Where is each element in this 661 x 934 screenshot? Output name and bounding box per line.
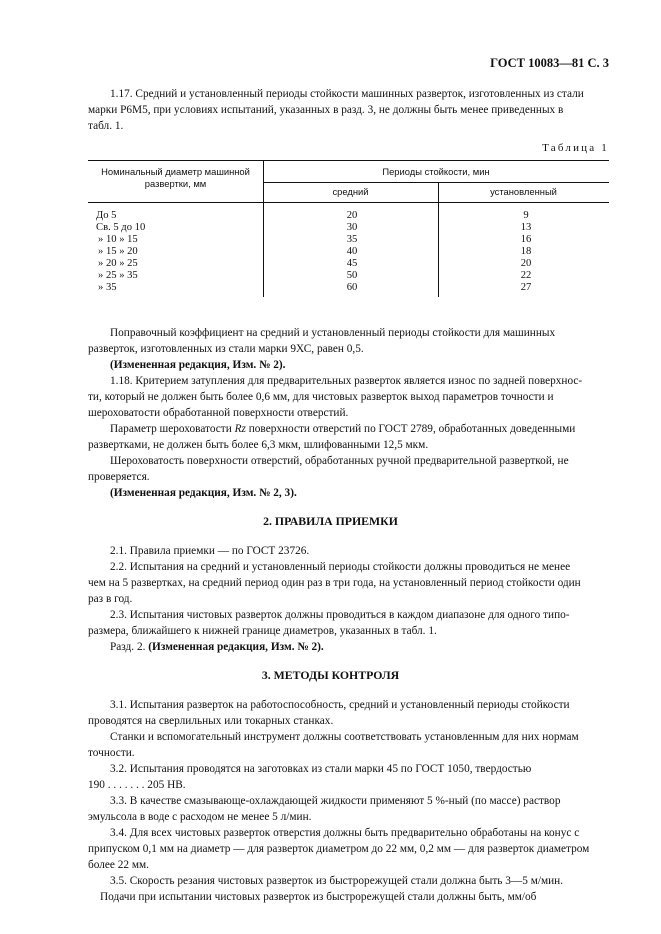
paragraph-3-4-line-1: 3.4. Для всех чистовых разверток отверстия должны быть предварительно обработаны на конус с xyxy=(110,827,580,839)
table-cell-average: 30 xyxy=(346,222,358,233)
paragraph-3-1b-line-2: точности. xyxy=(88,747,135,759)
table-cell-diameter: До 5 xyxy=(96,210,117,221)
table-cell-set: 13 xyxy=(520,222,532,233)
table-cell-set: 27 xyxy=(520,282,532,293)
paragraph-3-1-line-1: 3.1. Испытания разверток на работоспособность, средний и установленный периоды стойкости xyxy=(110,699,570,711)
paragraph-2-3-line-2: размера, ближайшего к нижней границе диаметров, указанных в табл. 1. xyxy=(88,625,437,637)
paragraph-3-3-line-2: эмульсола в воде с расходом не менее 5 л/мин. xyxy=(88,811,312,823)
col-average-header: средний xyxy=(332,186,369,197)
paragraph-2-2-line-3: раз в год. xyxy=(88,593,133,605)
table-cell-set: 9 xyxy=(523,210,529,221)
table-cell-diameter: » 35 xyxy=(98,282,117,293)
table-cell-diameter: » 25 » 35 xyxy=(98,270,138,281)
paragraph-3-4-line-2: припуском 0,1 мм на диаметр — для разверток диаметром до 22 мм, 0,2 мм — для разверток диаметром xyxy=(88,843,590,855)
paragraph-1-18-line-1: 1.18. Критерием затупления для предварительных разверток является износ по задней поверхнос- xyxy=(110,375,583,387)
paragraph-3-5b: Подачи при испытании чистовых разверток из быстрорежущей стали должны быть, мм/об xyxy=(100,891,537,903)
table-cell-average: 50 xyxy=(346,270,358,281)
roughness-line-1 xyxy=(110,422,575,438)
table-cell-set: 22 xyxy=(520,270,532,281)
table-top-rule xyxy=(88,160,609,161)
table-cell-diameter: » 20 » 25 xyxy=(98,258,138,269)
paragraph-3-5: 3.5. Скорость резания чистовых разверток из быстрорежущей стали должна быть 3—5 м/мин. xyxy=(110,875,564,887)
roughness-line-4: проверяется. xyxy=(88,471,150,483)
table-header-rule xyxy=(88,202,609,203)
table-group-rule xyxy=(263,182,609,183)
paragraph-2-2-line-2: чем на 5 развертках, на средний период один раз в три года, на установленный период стойкости один xyxy=(88,577,581,589)
table-cell-set: 16 xyxy=(520,234,532,245)
edit-note-2: (Измененная редакция, Изм. № 2, 3). xyxy=(110,487,297,499)
section-3-heading: 3. МЕТОДЫ КОНТРОЛЯ xyxy=(261,668,400,682)
group-header: Периоды стойкости, мин xyxy=(382,166,490,177)
table-cell-set: 18 xyxy=(520,246,532,257)
table-cell-average: 35 xyxy=(346,234,358,245)
table-cell-average: 40 xyxy=(346,246,358,257)
paragraph-3-4-line-3: более 22 мм. xyxy=(88,859,149,871)
section-2-edit-text: (Измененная редакция, Изм. № 2). xyxy=(148,641,324,653)
table-cell-diameter: » 10 » 15 xyxy=(98,234,138,245)
col-diameter-header-line-2: развертки, мм xyxy=(144,178,207,189)
table-cell-diameter: » 15 » 20 xyxy=(98,246,138,257)
page-header: ГОСТ 10083—81 С. 3 xyxy=(490,56,609,70)
paragraph-1-18-line-2: ти, который не должен быть более 0,6 мм, для чистовых разверток выход параметров точности и xyxy=(88,391,554,403)
table-cell-diameter: Св. 5 до 10 xyxy=(96,222,146,233)
table-caption: Таблица 1 xyxy=(542,142,609,154)
paragraph-3-3-line-1: 3.3. В качестве смазывающе-охлаждающей жидкости применяют 5 %-ный (по массе) раствор xyxy=(110,795,561,807)
table-cell-average: 60 xyxy=(346,282,358,293)
table-cell-set: 20 xyxy=(520,258,532,269)
table-cell-average: 20 xyxy=(346,210,358,221)
roughness-line-3: Шероховатость поверхности отверстий, обработанных ручной предварительной разверткой, не xyxy=(110,455,569,467)
paragraph-3-2-line-1: 3.2. Испытания проводятся на заготовках из стали марки 45 по ГОСТ 1050, твердостью xyxy=(110,763,532,775)
paragraph-2-3-line-1: 2.3. Испытания чистовых разверток должны проводиться в каждом диапазоне для одного типо- xyxy=(110,609,570,621)
table-vrule-1 xyxy=(263,160,264,297)
col-set-header: установленный xyxy=(490,186,557,197)
paragraph-2-2-line-1: 2.2. Испытания на средний и установленный периоды стойкости должны проводиться не менее xyxy=(110,561,571,573)
paragraph-3-1-line-2: проводятся на сверлильных или токарных станках. xyxy=(88,715,334,727)
paragraph-2-1: 2.1. Правила приемки — по ГОСТ 23726. xyxy=(110,545,310,557)
roughness-text-b: поверхности отверстий по ГОСТ 2789, обработанных доведенными xyxy=(245,423,576,435)
col-diameter-header xyxy=(88,166,263,190)
edit-note-1: (Измененная редакция, Изм. № 2). xyxy=(110,359,286,371)
col-diameter-header-line-1: Номинальный диаметр машинной xyxy=(101,166,250,177)
section-2-edit-label: Разд. 2. xyxy=(110,641,146,653)
section-2-edit-note xyxy=(110,640,324,656)
correction-line-1: Поправочный коэффициент на средний и установленный периоды стойкости для машинных xyxy=(110,327,556,339)
paragraph-3-2-line-2: 190 . . . . . . . 205 НВ. xyxy=(88,779,186,791)
table-vrule-2 xyxy=(438,182,439,297)
roughness-text-a: Параметр шероховатости xyxy=(110,423,232,435)
paragraph-1-18-line-3: шероховатости обработанной поверхности отверстий. xyxy=(88,407,349,419)
roughness-symbol: Rz xyxy=(234,423,246,435)
correction-line-2: разверток, изготовленных из стали марки 9ХС, равен 0,5. xyxy=(88,343,364,355)
roughness-line-2: развертками, не должен быть более 6,3 мкм, шлифованными 12,5 мкм. xyxy=(88,439,429,451)
table-cell-average: 45 xyxy=(346,258,358,269)
section-2-heading: 2. ПРАВИЛА ПРИЕМКИ xyxy=(263,514,398,528)
paragraph-1-17-line-2: марки Р6М5, при условиях испытаний, указанных в разд. 3, не должны быть менее приведенных в xyxy=(88,104,564,116)
paragraph-3-1b-line-1: Станки и вспомогательный инструмент должны соответствовать установленным для них нормам xyxy=(110,731,579,743)
paragraph-1-17-line-3: табл. 1. xyxy=(88,120,124,132)
paragraph-1-17-line-1: 1.17. Средний и установленный периоды стойкости машинных разверток, изготовленных из стали xyxy=(110,88,584,100)
